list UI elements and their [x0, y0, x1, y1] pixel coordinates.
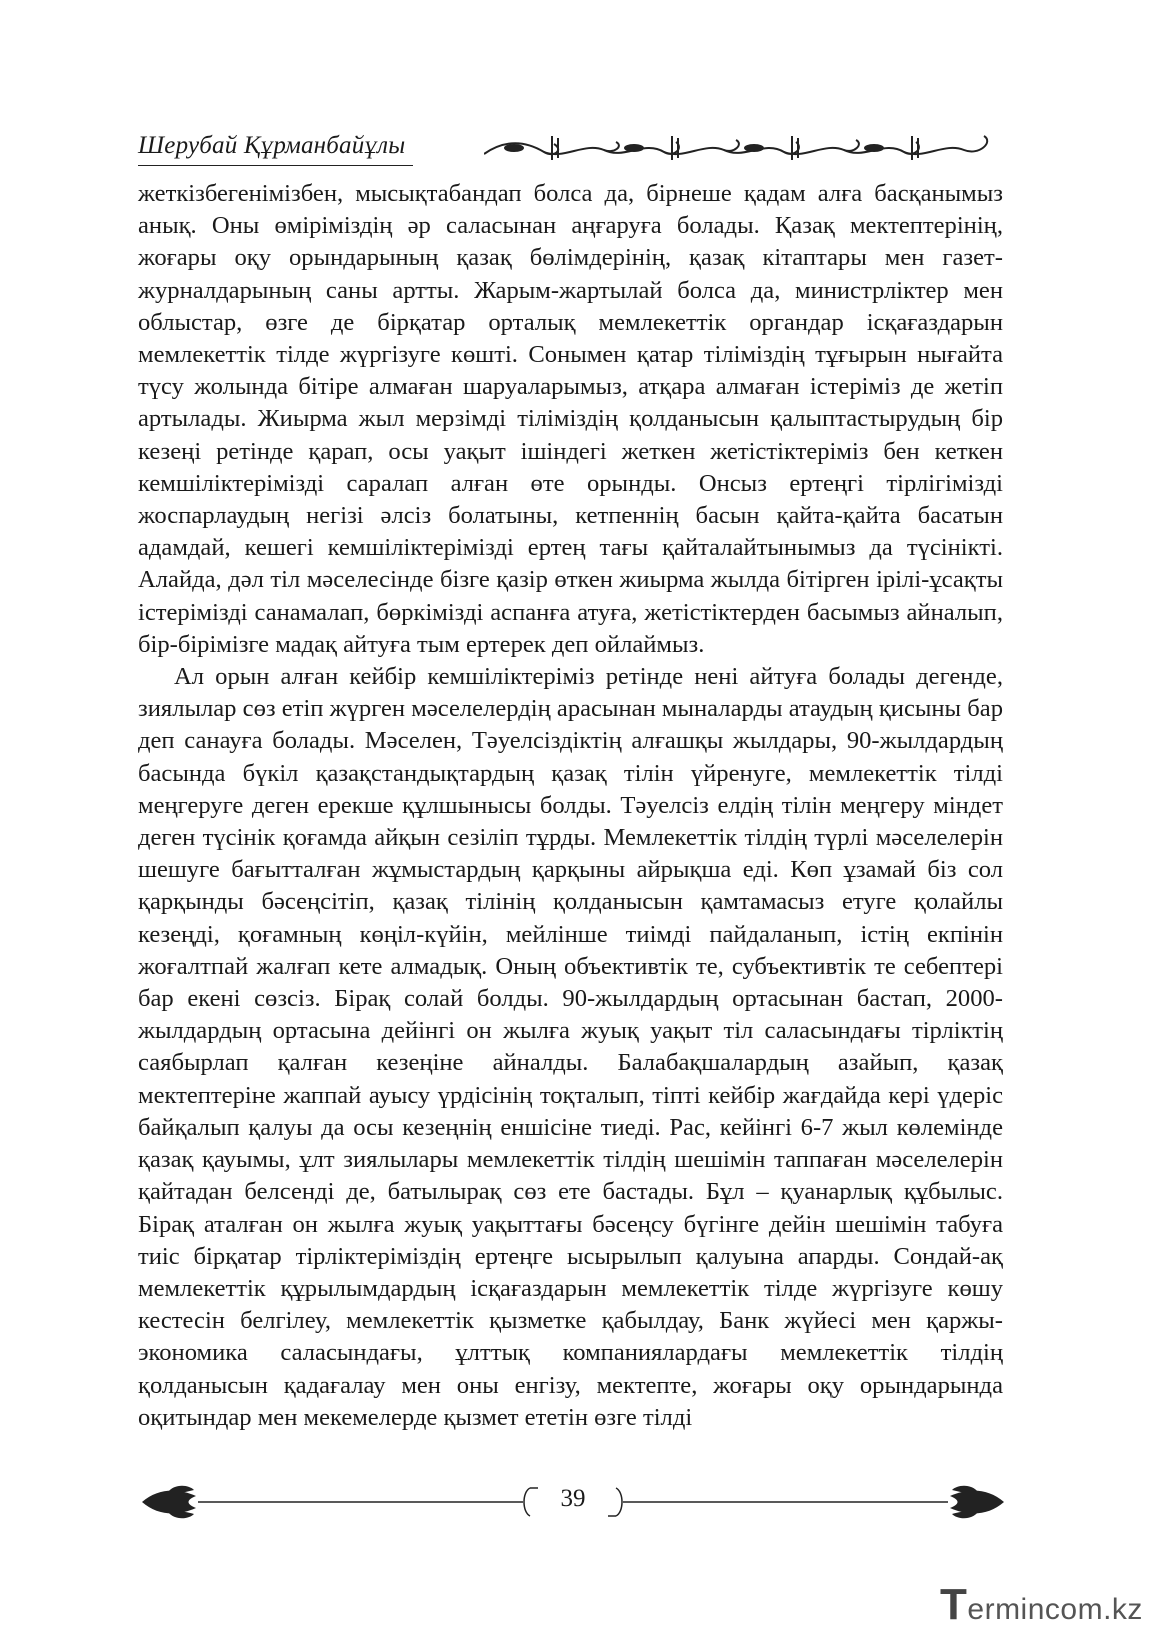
site-watermark: [940, 1580, 1143, 1630]
watermark-initial: T: [940, 1580, 968, 1629]
page-number: 39: [560, 1485, 586, 1512]
paragraph: жеткізбегенімізбен, мысықтабандап болса да, бірнеше қадам алға басқанымыз анық. Оны өміріміздің әр саласынан аңғаруға болады. Қазақ мектептерінің, жоғары оқу орындарының қазақ бөлімдерінің, қазақ кітаптары мен газет-журналдарының саны артты. Жарым-жартылай болса да, министрліктер мен облыстар, өзге де бірқатар орталық мемлекеттік органдар ісқағаздарын мемлекеттік тілде жүргізуге көшті. Сонымен қатар тіліміздің тұғырын нығайта түсу жолында бітіре алмаған шаруаларымыз, атқара алмаған істеріміз де жетіп артылады. Жиырма жыл мерзімді тіліміздің қолданысын қалыптастырудың бір кезеңі ретінде қарап, осы уақыт ішіндегі жеткен жетістіктеріміз бен кеткен кемшіліктерімізді саралап алған өте орынды. Онсыз ертеңгі тірлігімізді жоспарлаудың негізі әлсіз болатыны, кетпеннің басын қайта-қайта басатын адамдай, кешегі кемшіліктерімізді ертең тағы қайталайтынымыз да түсінікті. Алайда, дәл тіл мәселесінде бізге қазір өткен жиырма жылда бітірген ірілі-ұсақты істерімізді санамалап, бөркімізді аспанға атуға, жетістіктерден басымыз айналып, бір-бірімізге мадақ айтуға тым ертерек деп ойлаймыз.: [138, 180, 1003, 658]
watermark-text: ermincom.kz: [967, 1593, 1143, 1626]
running-head-author: Шерубай Құрманбайұлы: [138, 132, 406, 159]
header-ornament-icon: [484, 130, 1004, 164]
body-text: [138, 178, 1003, 1434]
header-rule: [138, 165, 413, 166]
page-header: [138, 128, 1008, 168]
paragraph: Ал орын алған кейбір кемшіліктеріміз ретінде нені айтуға болады дегенде, зиялылар сөз етіп жүрген мәселелердің арасынан мыналарды атаудың қисыны бар деп санауға болады. Мәселен, Тәуелсіздіктің алғашқы жылдары, 90-жылдардың басында бүкіл қазақстандықтардың қазақ тілін үйренуге, мемлекеттік тілді меңгеруге деген ерекше құлшынысы болды. Тәуелсіз елдің тілін меңгеру міндет деген түсінік қоғамда айқын сезіліп тұрды. Мемлекеттік тілдің түрлі мәселелерін шешуге бағытталған жұмыстардың қарқыны айрықша еді. Көп ұзамай біз сол қарқынды бәсеңсітіп, қазақ тілінің қолданысын қамтамасыз етуге қолайлы кезеңді, қоғамның көңіл-күйін, мейлінше тиімді пайдаланып, істің екпінін жоғалтпай жалғап кете алмадық. Оның объективтік те, субъективтік те себептері бар екені сөзсіз. Бірақ солай болды. 90-жылдардың ортасынан бастап, 2000-жылдардың ортасына дейінгі он жылға жуық уақыт тіл саласындағы тірліктің саябырлап қалған кезеңіне айналды. Балабақшалардың азайып, қазақ мектептеріне жаппай ауысу үрдісінің тоқталып, тіпті кейбір жағдайда кері үдеріс байқалып қалуы да осы кезеңнің еншісіне тиеді. Рас, кейінгі 6-7 жыл көлемінде қазақ қауымы, ұлт зиялылары мемлекеттік тілдің шешімін таппаған мәселелерін қайтадан белсенді де, батылырақ сөз ете бастады. Бұл – қуанарлық құбылыс. Бірақ аталған он жылға жуық уақыттағы бәсеңсу бүгінге дейін шешімін табуға тиіс бірқатар тірліктеріміздің ертеңге ысырылып қалуына апарды. Сондай-ақ мемлекеттік құрылымдардың ісқағаздарын мемлекеттік тілде жүргізуге көшу кестесін белгілеу, мемлекеттік қызметке қабылдау, Банк жүйесі мен қаржы-экономика саласындағы, ұлттық компаниялардағы мемлекеттік тілдің қолданысын қадағалау мен оны енгізу, мектепте, жоғары оқу орындарында оқитындар мен мекемелерде қызмет ететін өзге тілді: [138, 663, 1003, 1431]
page-footer: [138, 1482, 1008, 1522]
